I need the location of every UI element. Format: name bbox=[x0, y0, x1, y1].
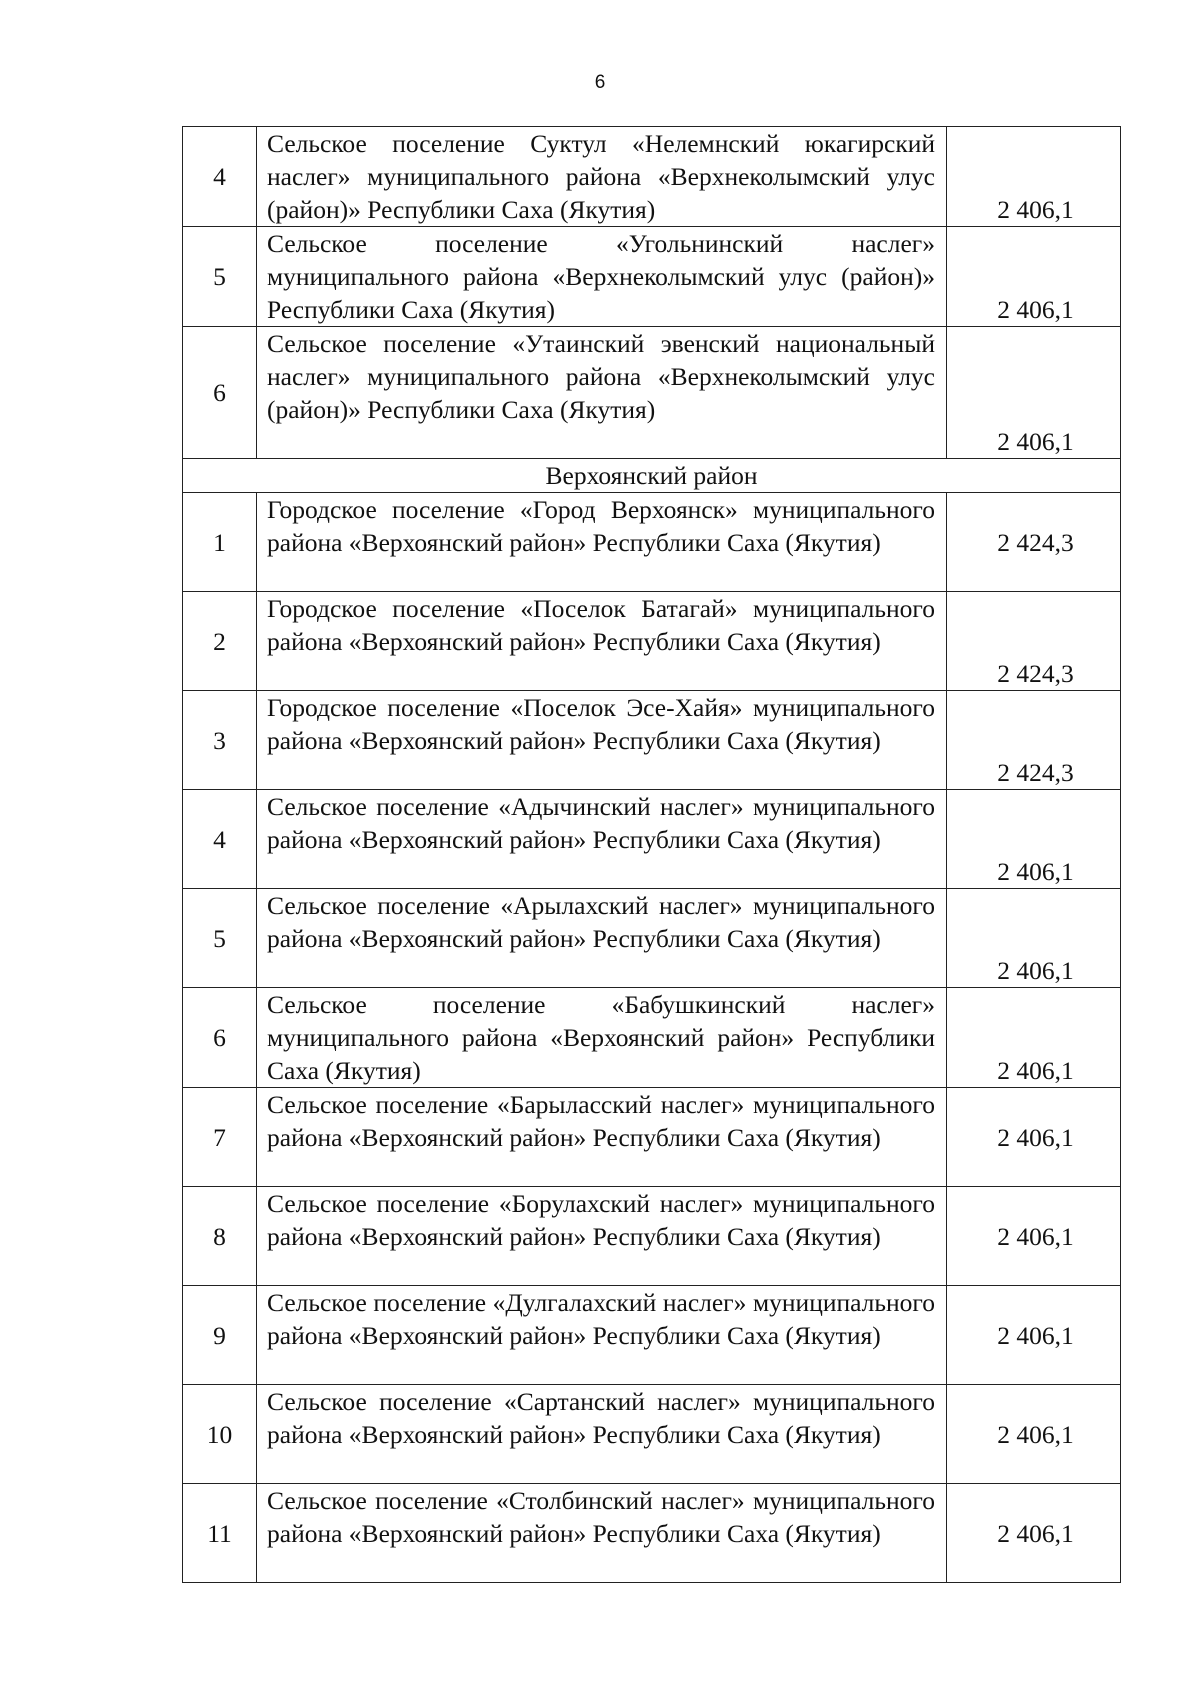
row-number: 4 bbox=[183, 790, 257, 889]
settlement-name: Сельское поселение «Арылахский наслег» муниципального района «Верхоянский район» Республики Саха (Якутия) bbox=[257, 889, 947, 988]
row-number: 4 bbox=[183, 127, 257, 227]
row-value: 2 424,3 bbox=[947, 493, 1121, 592]
row-value: 2 406,1 bbox=[947, 1385, 1121, 1484]
row-number: 5 bbox=[183, 227, 257, 327]
table-row bbox=[183, 493, 1121, 592]
row-number: 2 bbox=[183, 592, 257, 691]
table-row bbox=[183, 1187, 1121, 1286]
section-title: Верхоянский район bbox=[183, 459, 1121, 493]
table-row bbox=[183, 227, 1121, 327]
settlement-name: Городское поселение «Поселок Эсе-Хайя» муниципального района «Верхоянский район» Республики Саха (Якутия) bbox=[257, 691, 947, 790]
row-value: 2 406,1 bbox=[947, 227, 1121, 327]
settlement-name: Сельское поселение «Утаинский эвенский национальный наслег» муниципального района «Верхнеколымский улус (район)» Республики Саха (Якутия) bbox=[257, 327, 947, 459]
settlement-name: Сельское поселение «Барыласский наслег» муниципального района «Верхоянский район» Республики Саха (Якутия) bbox=[257, 1088, 947, 1187]
settlement-name: Сельское поселение «Дулгалахский наслег» муниципального района «Верхоянский район» Республики Саха (Якутия) bbox=[257, 1286, 947, 1385]
row-value: 2 424,3 bbox=[947, 691, 1121, 790]
table-row bbox=[183, 1484, 1121, 1583]
table-row bbox=[183, 988, 1121, 1088]
page-number: 6 bbox=[594, 72, 606, 93]
settlement-name: Сельское поселение «Столбинский наслег» муниципального района «Верхоянский район» Республики Саха (Якутия) bbox=[257, 1484, 947, 1583]
settlements-table bbox=[182, 126, 1121, 1583]
row-value: 2 406,1 bbox=[947, 790, 1121, 889]
settlement-name: Сельское поселение Суктул «Нелемнский юкагирский наслег» муниципального района «Верхнеколымский улус (район)» Республики Саха (Якутия) bbox=[257, 127, 947, 227]
settlement-name: Сельское поселение «Сартанский наслег» муниципального района «Верхоянский район» Республики Саха (Якутия) bbox=[257, 1385, 947, 1484]
row-value: 2 406,1 bbox=[947, 127, 1121, 227]
table-row bbox=[183, 127, 1121, 227]
row-number: 6 bbox=[183, 988, 257, 1088]
table-row bbox=[183, 691, 1121, 790]
table-row bbox=[183, 889, 1121, 988]
row-value: 2 406,1 bbox=[947, 889, 1121, 988]
table-row bbox=[183, 1286, 1121, 1385]
table-row bbox=[183, 1088, 1121, 1187]
row-number: 5 bbox=[183, 889, 257, 988]
row-number: 6 bbox=[183, 327, 257, 459]
row-value: 2 406,1 bbox=[947, 1484, 1121, 1583]
table-row bbox=[183, 327, 1121, 459]
settlement-name: Городское поселение «Поселок Батагай» муниципального района «Верхоянский район» Республики Саха (Якутия) bbox=[257, 592, 947, 691]
row-value: 2 406,1 bbox=[947, 988, 1121, 1088]
row-value: 2 406,1 bbox=[947, 1187, 1121, 1286]
row-value: 2 406,1 bbox=[947, 1088, 1121, 1187]
table-row bbox=[183, 1385, 1121, 1484]
table-row bbox=[183, 592, 1121, 691]
row-number: 3 bbox=[183, 691, 257, 790]
row-number: 9 bbox=[183, 1286, 257, 1385]
table-row bbox=[183, 790, 1121, 889]
settlement-name: Сельское поселение «Угольнинский наслег» муниципального района «Верхнеколымский улус (район)» Республики Саха (Якутия) bbox=[257, 227, 947, 327]
row-value: 2 424,3 bbox=[947, 592, 1121, 691]
settlement-name: Сельское поселение «Бабушкинский наслег» муниципального района «Верхоянский район» Республики Саха (Якутия) bbox=[257, 988, 947, 1088]
row-number: 11 bbox=[183, 1484, 257, 1583]
row-number: 1 bbox=[183, 493, 257, 592]
section-header-row bbox=[183, 459, 1121, 493]
row-value: 2 406,1 bbox=[947, 327, 1121, 459]
row-value: 2 406,1 bbox=[947, 1286, 1121, 1385]
settlement-name: Сельское поселение «Адычинский наслег» муниципального района «Верхоянский район» Республики Саха (Якутия) bbox=[257, 790, 947, 889]
settlement-name: Городское поселение «Город Верхоянск» муниципального района «Верхоянский район» Республики Саха (Якутия) bbox=[257, 493, 947, 592]
settlement-name: Сельское поселение «Борулахский наслег» муниципального района «Верхоянский район» Республики Саха (Якутия) bbox=[257, 1187, 947, 1286]
row-number: 7 bbox=[183, 1088, 257, 1187]
row-number: 10 bbox=[183, 1385, 257, 1484]
row-number: 8 bbox=[183, 1187, 257, 1286]
